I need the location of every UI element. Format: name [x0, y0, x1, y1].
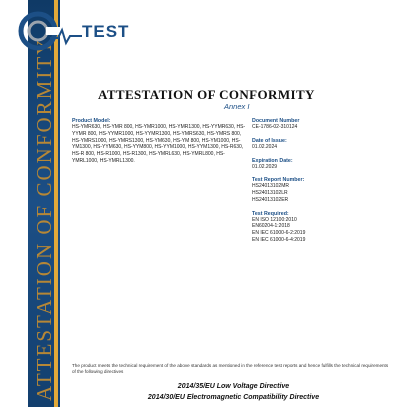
- date-of-issue-value: 01.02.2024: [252, 143, 278, 150]
- date-of-issue-block: [252, 138, 392, 151]
- logo-emblem-icon: [16, 10, 86, 52]
- test-report-value: HS24013102ER: [252, 196, 289, 203]
- product-model-section: [72, 118, 247, 165]
- document-number-value: CE-1786-02-310124: [252, 124, 298, 130]
- test-report-value: HS24013102LR: [252, 190, 288, 196]
- expiration-date-value: 01.02.2029: [252, 163, 278, 170]
- conformity-statement: The product meets the technical requirement of the above standards as mentioned in the reference test reports and hence fulfills the technical requirements of the following directives: [72, 363, 389, 375]
- decorative-sidebar: [28, 0, 60, 407]
- test-report-block: [252, 177, 392, 203]
- test-required-value: EN IEC 61000-6-4:2019: [252, 236, 306, 243]
- test-report-value: HS24013102MR: [252, 183, 289, 190]
- expiration-date-label: Expiration Date:: [252, 157, 293, 164]
- test-required-block: [252, 211, 392, 244]
- document-subtitle: Annex I: [224, 102, 250, 111]
- document-number-block: [252, 118, 392, 131]
- test-report-label: Test Report Number:: [252, 177, 305, 184]
- sidebar-title: ATTESTATION OF CONFORMITY: [32, 37, 56, 401]
- test-required-value: EN ISO 12100:2010: [252, 216, 297, 223]
- document-number-label: Document Number: [252, 118, 300, 124]
- document-details: [252, 118, 392, 251]
- date-of-issue-label: Date of Issue:: [252, 137, 287, 144]
- logo-text: TEST: [82, 22, 130, 41]
- test-required-label: Test Required:: [252, 210, 289, 217]
- directive-low-voltage: 2014/35/EU Low Voltage Directive: [177, 383, 290, 390]
- test-required-value: EN60204-1:2018: [252, 223, 290, 230]
- expiration-date-block: [252, 158, 392, 171]
- product-model-label: Product Model:: [72, 118, 111, 124]
- test-required-value: EN IEC 61000-6-2:2019: [252, 230, 306, 236]
- directive-emc: 2014/30/EU Electromagnetic Compatibility Directive: [147, 394, 320, 401]
- product-model-list: HS-YMR630, HS-YMR 800, HS-YMR1000, HS-YMR1300, HS-YYMR630, HS-YYMR 800, HS-YYMR1000, HS-YYMR1300, HS-YMRS630, HS-YMRS 800, HS-YMRS1000, HS-YMRS1300, HS-YM630, HS-YM 800, HS-YM1000, HS-YM1300, HS-YYM630, HS-YYM800, HS-YYM1000, HS-YYM1300, HS-R630, HS-R 800, HS-R1000, HS-R1300, HS-YMRL630, HS-YMRL800, HS-YMRL1000, HS-YMRL1300.: [72, 124, 246, 164]
- document-title: ATTESTATION OF CONFORMITY: [98, 87, 315, 102]
- cs-test-logo: [16, 10, 130, 50]
